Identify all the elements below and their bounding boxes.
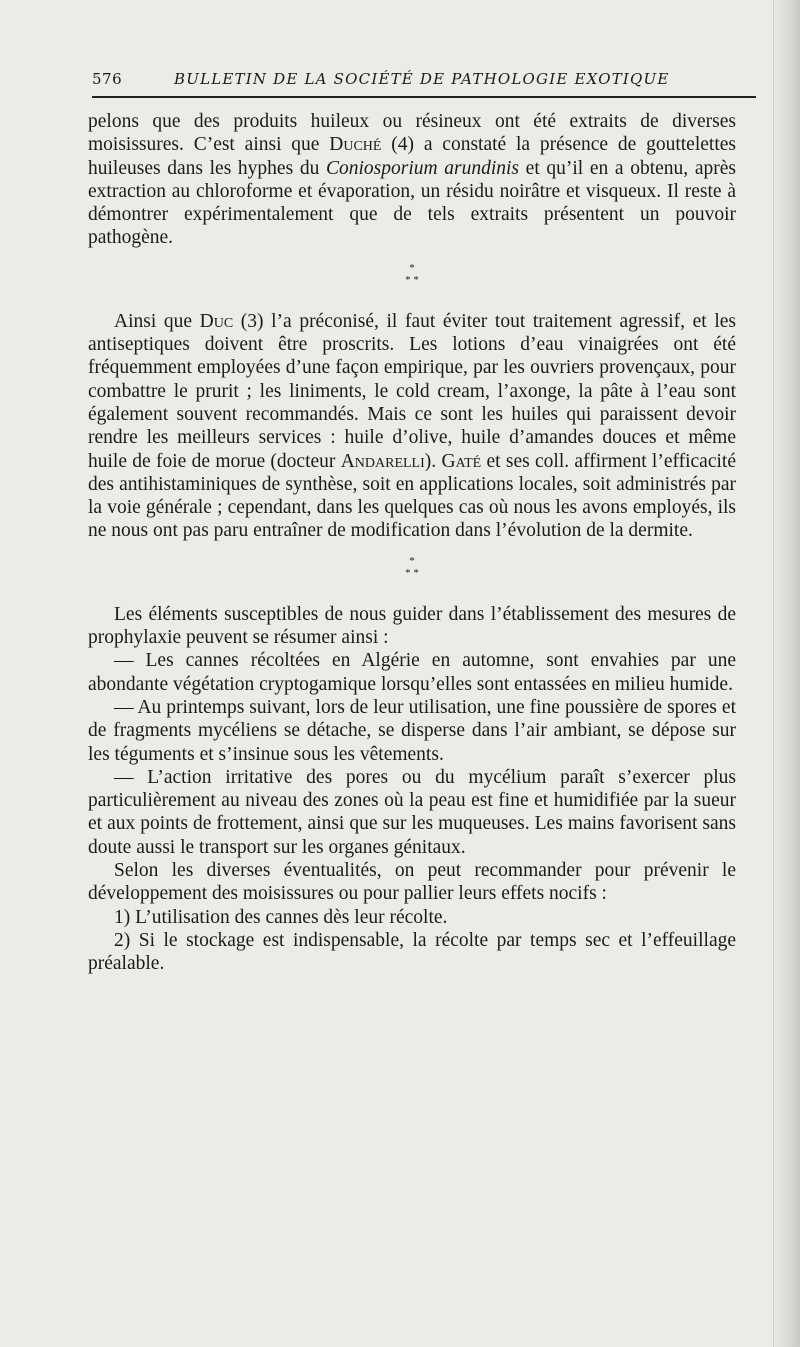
separator-star-top: *	[409, 261, 415, 274]
text-run: Ainsi que	[114, 310, 200, 332]
paragraph-6: — L’action irritative des pores ou du mycélium paraît s’exercer plus particulièrement au niveau des zones où la peau est fine et humidifiée par la sueur et aux points de frottement, ainsi que sur les muqueuses. Les mains favorisent sans doute aussi le transport sur les organes génitaux.	[88, 766, 736, 858]
text-run: pelons que des produits huileux ou résineux ont été extraits de diverses moisissures. C’est ainsi que	[88, 111, 736, 156]
paragraph-7: Selon les diverses éventualités, on peut recommander pour prévenir le développement des moisissures ou pour pallier leurs effets nocifs :	[88, 860, 736, 905]
author-gate: Gaté	[441, 450, 482, 472]
section-separator-2	[88, 555, 736, 579]
author-duche: Duché	[329, 134, 382, 156]
text-run: ).	[424, 450, 442, 472]
author-duc: Duc	[199, 310, 234, 332]
running-title: BULLETIN DE LA SOCIÉTÉ DE PATHOLOGIE EXOTIQUE	[174, 70, 670, 88]
paragraph-1	[88, 110, 736, 250]
section-separator-1	[88, 262, 736, 286]
list-item-1: 1) L’utilisation des cannes dès leur récolte.	[114, 906, 448, 928]
separator-star-bottom: * *	[405, 566, 419, 579]
species-name: Coniosporium arundinis	[325, 157, 520, 179]
text-run: et qu’il en a obtenu, après extraction au chloroforme et évaporation, un résidu noirâtre et visqueux. Il reste à démontrer expérimentalement que de tels extraits présentent un pouvoir pathogène.	[88, 157, 736, 249]
paragraph-5: — Au printemps suivant, lors de leur utilisation, une fine poussière de spores et de fragments mycéliens se détache, se disperse dans l’air ambiant, se dépose sur les téguments et s’insinue sous les vêtements.	[88, 696, 736, 765]
separator-star-bottom: * *	[405, 273, 419, 286]
author-andarelli: Andarelli	[340, 450, 425, 472]
paragraph-3: Les éléments susceptibles de nous guider dans l’établissement des mesures de prophylaxie peuvent se résumer ainsi :	[88, 603, 736, 649]
page-number: 576	[92, 70, 123, 88]
separator-star-top: *	[409, 554, 415, 567]
paragraph-2	[88, 310, 736, 543]
text-run: et ses coll. affirment l’efficacité des antihistaminiques de synthèse, soit en applications locales, soit administrés par la voie générale ; cependant, dans les quelques cas où nous les avons employés, ils ne nous ont pas paru entraîner de modification dans l’évolution de la dermite.	[88, 450, 736, 542]
body-text	[88, 110, 736, 976]
text-run: (4) a constaté la présence de gouttelettes huileuses dans les hyphes du	[88, 134, 736, 179]
header-rule	[92, 96, 756, 98]
page-edge-shadow	[773, 0, 800, 1347]
text-run: (3) l’a préconisé, il faut éviter tout traitement agressif, et les antiseptiques doivent être proscrits. Les lotions d’eau vinaigrées ont été fréquemment employées d’une façon empirique, par les ouvriers provençaux, pour combattre le prurit ; les liniments, le cold cream, l’axonge, la pâte à l’eau sont également souvent recommandés. Mais ce sont les huiles qui paraissent devoir rendre les meilleurs services : huile d’olive, huile d’amandes douces et même huile de foie de morue (docteur	[88, 310, 736, 472]
page-header	[92, 66, 756, 92]
paragraph-4: — Les cannes récoltées en Algérie en automne, sont envahies par une abondante végétation cryptogamique lorsqu’elles sont entassées en milieu humide.	[88, 650, 736, 695]
list-item-2: 2) Si le stockage est indispensable, la récolte par temps sec et l’effeuillage préalable.	[88, 929, 736, 975]
